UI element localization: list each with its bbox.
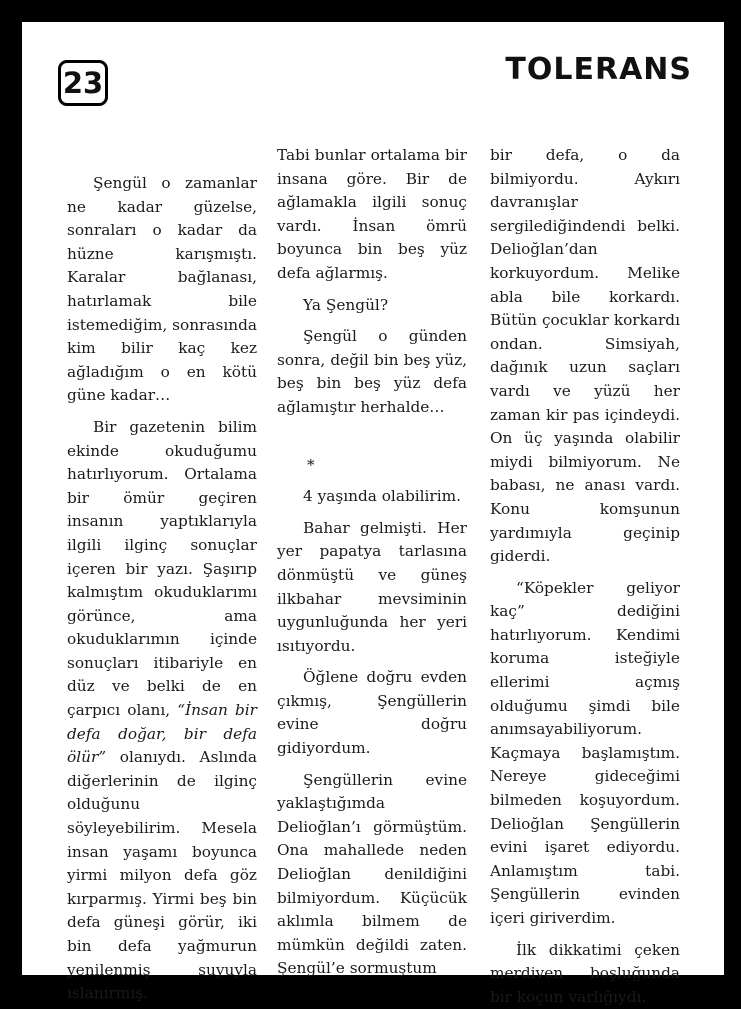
paragraph: Ya Şengül? xyxy=(303,295,389,314)
text-column-1 xyxy=(67,172,257,1006)
paragraph: Şengül o zamanlar ne kadar güzelse, sonraları o kadar da hüzne karışmıştı. Karalar bağlanası, hatırlamak bile istemediğim, sonrasında kim bilir kaç kez ağladığım o en kötü güne kadar… xyxy=(67,174,257,405)
paragraph: bir defa, o da bilmiyordu. Aykırı davranışlar sergilediğindendi belki. Delioğlan’dan korkuyordum. Melike abla bile korkardı. Bütün çocuklar korkardı ondan. Simsiyah, dağınık uzun saçları vardı ve yüzü her zaman kir pas içindeydi. On üç yaşında olabilir miydi bilmiyorum. Ne babası, ne anası vardı. Konu komşunun yardımıyla geçinip giderdi. xyxy=(490,146,680,566)
paragraph: Şengül o günden sonra, değil bin beş yüz, beş bin beş yüz defa ağlamıştır herhalde… xyxy=(277,327,467,416)
paragraph: 4 yaşında olabilirim. xyxy=(303,487,461,506)
paragraph: Şengüllerin evine yaklaştığımda Delioğlan’ı görmüştüm. Ona mahallede neden Delioğlan denildiğini bilmiyordum. Küçücük aklımla bilmem de mümkün değildi zaten. Şengül’e sormuştum xyxy=(277,770,467,978)
paragraph: İlk dikkatimi çeken merdiven boşluğunda bir koçun varlığıydı. xyxy=(490,940,680,1006)
text-column-3 xyxy=(490,144,680,1009)
book-page xyxy=(22,22,724,1006)
page-number: 23 xyxy=(58,60,108,106)
paragraph: “Köpekler geliyor kaç” dediğini hatırlıyorum. Kendimi koruma isteğiyle ellerimi açmış olduğumu şimdi bile anımsayabiliyorum. Kaçmaya başlamıştım. Nereye gideceğimi bilmeden koşuyordum. Delioğlan Şengüllerin evini işaret ediyordu. Anlamıştım tabi. Şengüllerin evinden içeri giriverdim. xyxy=(490,578,680,927)
paragraph: Tabi bunlar ortalama bir insana göre. Bir de ağlamakla ilgili sonuç vardı. İnsan ömrü boyunca bin beş yüz defa ağlarmış. xyxy=(277,146,467,282)
section-separator: * xyxy=(307,455,315,474)
paragraph: Bahar gelmişti. Her yer papatya tarlasına dönmüştü ve güneş ilkbahar mevsiminin uygunluğunda her yeri ısıtıyordu. xyxy=(277,518,467,655)
text-column-2 xyxy=(277,144,467,981)
paragraph: Bir gazetenin bilim ekinde okuduğumu hatırlıyorum. Ortalama bir ömür geçiren insanın yaptıklarıyla ilgili ilginç sonuçlar içeren bir yazı. Şaşırıp kalmıştım okuduklarımı görünce, ama okuduklarımın içinde sonuçları itibariyle en düz ve belki de en çarpıcı olanı, “İnsan bir defa doğar, bir defa ölür” olanıydı. Aslında diğerlerinin de ilginç olduğunu söyleyebilirim. Mesela insan yaşamı boyunca yirmi milyon defa göz kırparmış. Yirmi beş bin defa güneşi görür, iki bin defa yağmurun yenilenmiş suyuyla ıslanırmış. xyxy=(67,417,257,1003)
brand-title: TOLERANS xyxy=(505,52,692,87)
quote: “İnsan bir defa doğar, bir defa ölür” xyxy=(67,701,257,767)
paragraph: Öğlene doğru evden çıkmış, Şengüllerin evine doğru gidiyordum. xyxy=(277,668,467,758)
